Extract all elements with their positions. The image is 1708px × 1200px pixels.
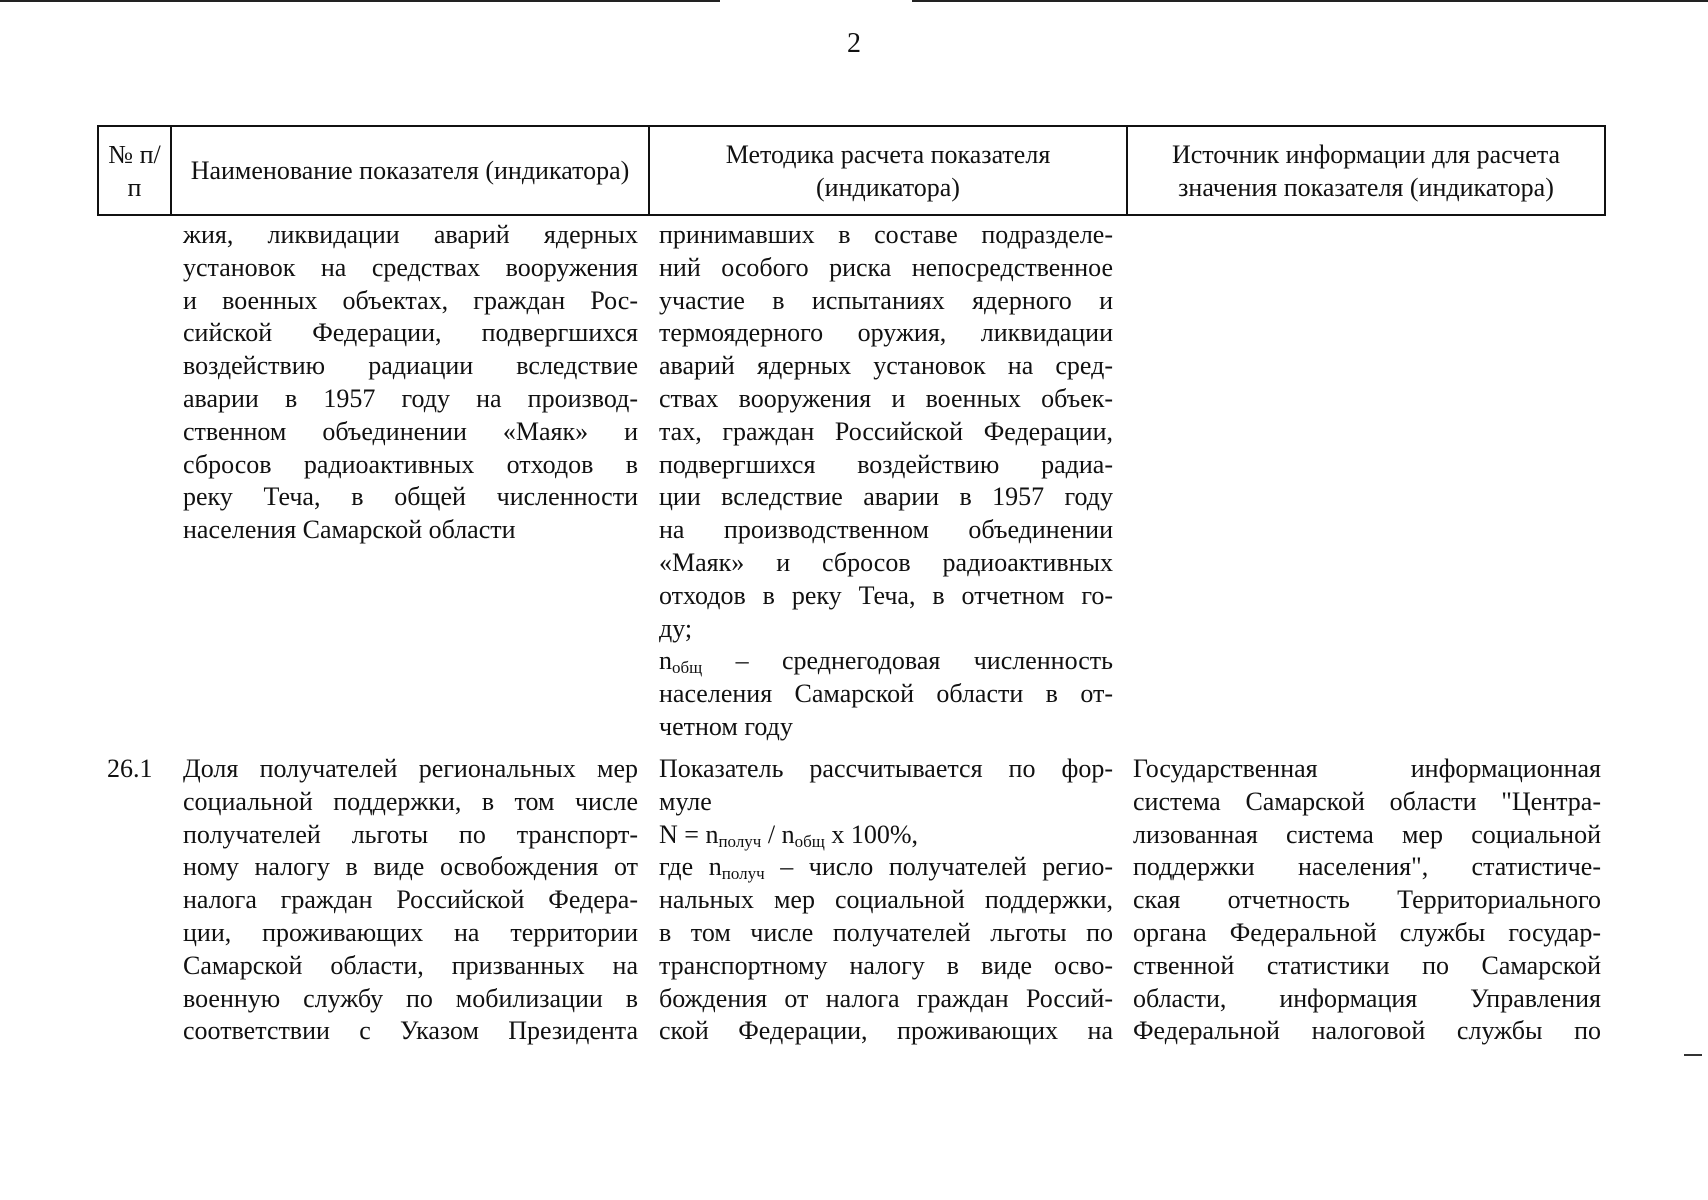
text-line: ственном объединении «Маяк» и [183, 416, 638, 446]
text-line: военную службу по мобилизации в [183, 983, 638, 1013]
text-line: Доля получателей региональных мер [183, 754, 638, 783]
formula [659, 819, 1113, 852]
formula-sub-2: общ [794, 831, 825, 851]
text-line: «Маяк» и сбросов радиоактивных [659, 547, 1113, 577]
header-source: Источник информации для расчета значения показателя (индикатора) [1127, 126, 1605, 215]
margin-mark [1684, 1054, 1702, 1056]
text-line: установок на средствах вооружения [183, 252, 638, 282]
text-line: нальных мер социальной поддержки, [659, 885, 1113, 915]
text-line: сбросов радиоактивных отходов в [183, 449, 638, 479]
formula-lhs: N = n [659, 819, 719, 849]
n-total-definition [659, 645, 1113, 678]
text-line: ции, проживающих на территории [183, 917, 638, 947]
text-line: на производственном объединении [659, 515, 1113, 545]
text-line: Федеральной налоговой службы по [1133, 1016, 1601, 1046]
formula-rhs: x 100%, [824, 819, 919, 849]
text-line: система Самарской области "Центра- [1133, 786, 1601, 816]
text-line: ской Федерации, проживающих на [659, 1016, 1113, 1046]
text-line: отходов в реку Теча, в отчетном го- [659, 580, 1113, 610]
continuation-name-cell [183, 219, 638, 547]
text-line: ду; [659, 613, 693, 643]
text-line: социальной поддержки, в том числе [183, 786, 638, 816]
text-line: бождения от налога граждан Россий- [659, 983, 1113, 1013]
text-line: Показатель рассчитывается по фор- [659, 754, 1113, 783]
text-line: аварии в 1957 году на производ- [183, 383, 638, 413]
text-line: жия, ликвидации аварий ядерных [183, 220, 638, 249]
where-subscript: получ [721, 864, 765, 884]
where-prefix: где n [659, 852, 722, 882]
text-line: подвергшихся воздействию радиа- [659, 449, 1113, 479]
text-line: сийской Федерации, подвергшихся [183, 318, 638, 348]
where-rest: – число получателей регио- [764, 852, 1114, 882]
text-line: транспортному налогу в виде осво- [659, 950, 1113, 980]
text-line: области, информация Управления [1133, 983, 1601, 1013]
text-line: реку Теча, в общей численности [183, 482, 638, 512]
header-name: Наименование показателя (индикатора) [171, 126, 649, 215]
n-total-symbol: n [659, 646, 672, 676]
text-line: тах, граждан Российской Федерации, [659, 416, 1113, 446]
text-line: принимавших в составе подразделе- [659, 220, 1113, 249]
text-line: ствах вооружения и военных объек- [659, 383, 1113, 413]
header-no: № п/п [98, 126, 171, 215]
row-26-1-source-cell [1133, 753, 1601, 1048]
text-line: Государственная информационная [1133, 754, 1601, 783]
page-number: 2 [847, 28, 861, 59]
where-clause [659, 851, 1113, 884]
continuation-method-cell [659, 219, 1113, 744]
n-total-description: – среднегодовая численность [702, 646, 1113, 676]
table-header [97, 125, 1606, 216]
text-line: ному налогу в виде освобождения от [183, 852, 638, 882]
n-total-subscript: общ [672, 658, 703, 678]
text-line: ции вследствие аварии в 1957 году [659, 482, 1113, 512]
row-26-1-name-cell [183, 753, 638, 1048]
text-line: получателей льготы по транспорт- [183, 819, 638, 849]
top-rule-left [0, 0, 720, 2]
row-number: 26.1 [107, 754, 153, 783]
text-line: в том числе получателей льготы по [659, 917, 1113, 947]
text-line: аварий ядерных установок на сред- [659, 351, 1113, 381]
text-line: лизованная система мер социальной [1133, 819, 1601, 849]
text-line: ний особого риска непосредственное [659, 252, 1113, 282]
text-line: термоядерного оружия, ликвидации [659, 318, 1113, 348]
text-line: соответствии с Указом Президента [183, 1016, 638, 1046]
text-line: ская отчетность Территориального [1133, 885, 1601, 915]
header-method: Методика расчета показателя (индикатора) [649, 126, 1127, 215]
text-line: ственной статистики по Самарской [1133, 950, 1601, 980]
text-line: участие в испытаниях ядерного и [659, 285, 1113, 315]
text-line: поддержки населения", статистиче- [1133, 852, 1601, 882]
formula-mid: / n [761, 819, 795, 849]
text-line: и военных объектах, граждан Рос- [183, 285, 638, 315]
text-line: четном году [659, 711, 793, 741]
text-line: органа Федеральной службы государ- [1133, 917, 1601, 947]
text-line: воздействию радиации вследствие [183, 351, 638, 381]
text-line: налога граждан Российской Федера- [183, 885, 638, 915]
text-line: Самарской области, призванных на [183, 950, 638, 980]
text-line: населения Самарской области в от- [659, 679, 1113, 709]
row-26-1-method-cell [659, 753, 1113, 1048]
formula-sub-1: получ [718, 831, 762, 851]
top-rule-right [912, 0, 1708, 2]
text-line: муле [659, 786, 712, 816]
text-line: населения Самарской области [183, 515, 516, 545]
